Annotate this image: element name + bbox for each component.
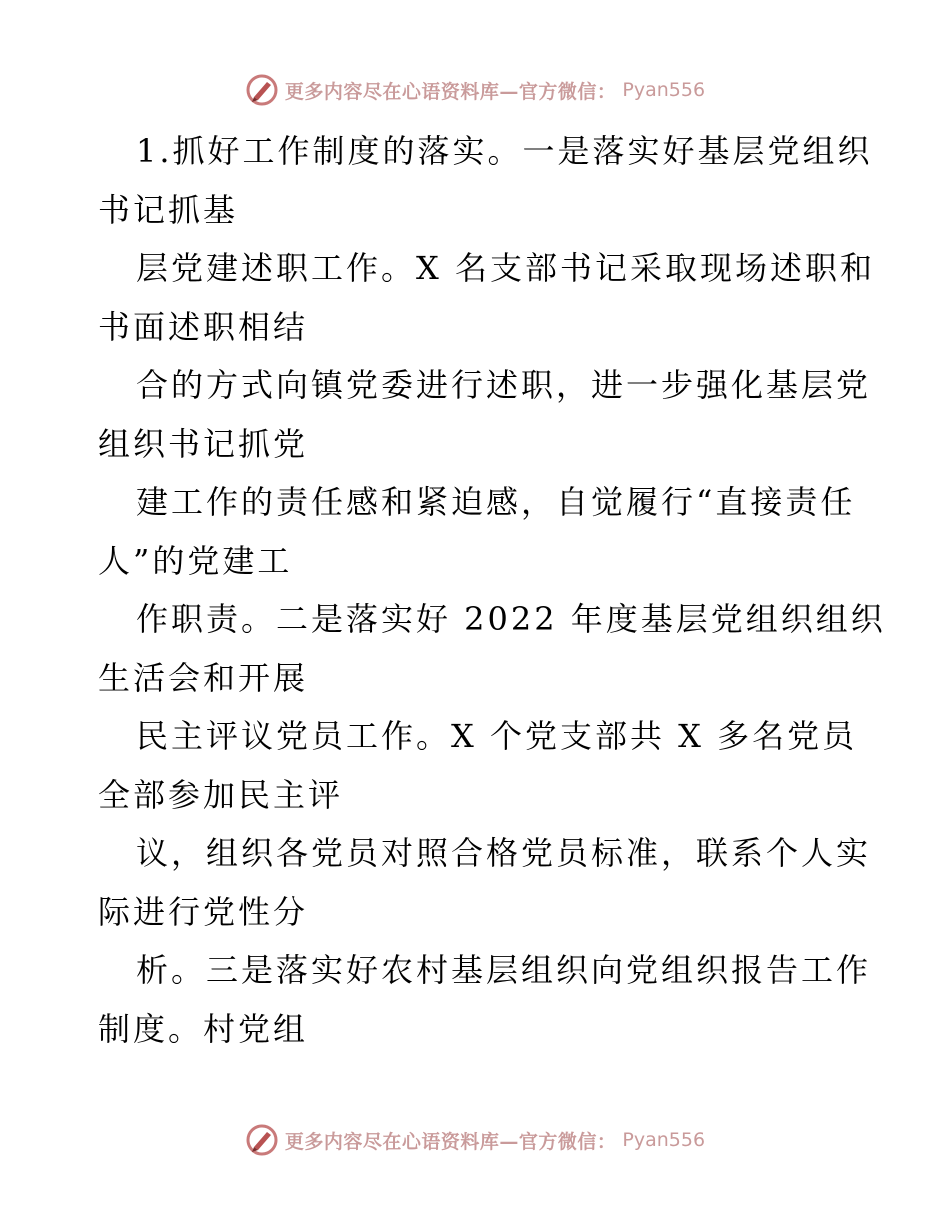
body-line: 1.抓好工作制度的落实。一是落实好基层党组织 bbox=[136, 132, 873, 170]
body-line: 合的方式向镇党委进行述职，进一步强化基层党 bbox=[136, 366, 872, 404]
body-line: 组织书记抓党 bbox=[98, 424, 309, 463]
footer-banner bbox=[0, 1120, 950, 1160]
body-line: 作职责。二是落实好 2022 年度基层党组织组织 bbox=[136, 600, 886, 638]
footer-banner-text: 更多内容尽在心语资料库—官方微信： bbox=[284, 1130, 617, 1153]
body-line: 人”的党建工 bbox=[98, 541, 293, 580]
body-line: 制度。村党组 bbox=[98, 1009, 309, 1048]
header-banner-text: 更多内容尽在心语资料库—官方微信： bbox=[284, 80, 617, 103]
body-line: 层党建述职工作。X 名支部书记采取现场述职和 bbox=[136, 249, 875, 287]
footer-wechat-id: Pyan556 bbox=[622, 1129, 706, 1151]
body-line: 书记抓基 bbox=[98, 190, 239, 229]
body-line: 建工作的责任感和紧迫感，自觉履行“直接责任 bbox=[136, 483, 856, 521]
body-line: 议，组织各党员对照合格党员标准，联系个人实 bbox=[136, 834, 872, 872]
body-line: 生活会和开展 bbox=[98, 658, 309, 697]
pen-logo-icon bbox=[245, 73, 279, 107]
header-banner bbox=[0, 70, 950, 110]
body-line: 书面述职相结 bbox=[98, 307, 309, 346]
header-wechat-id: Pyan556 bbox=[622, 79, 706, 101]
body-line: 际进行党性分 bbox=[98, 892, 309, 931]
pen-logo-icon bbox=[245, 1123, 279, 1157]
body-line: 析。三是落实好农村基层组织向党组织报告工作 bbox=[136, 951, 872, 989]
body-line: 民主评议党员工作。X 个党支部共 X 多名党员 bbox=[136, 717, 858, 755]
body-line: 全部参加民主评 bbox=[98, 775, 344, 814]
document-body bbox=[98, 122, 886, 1058]
